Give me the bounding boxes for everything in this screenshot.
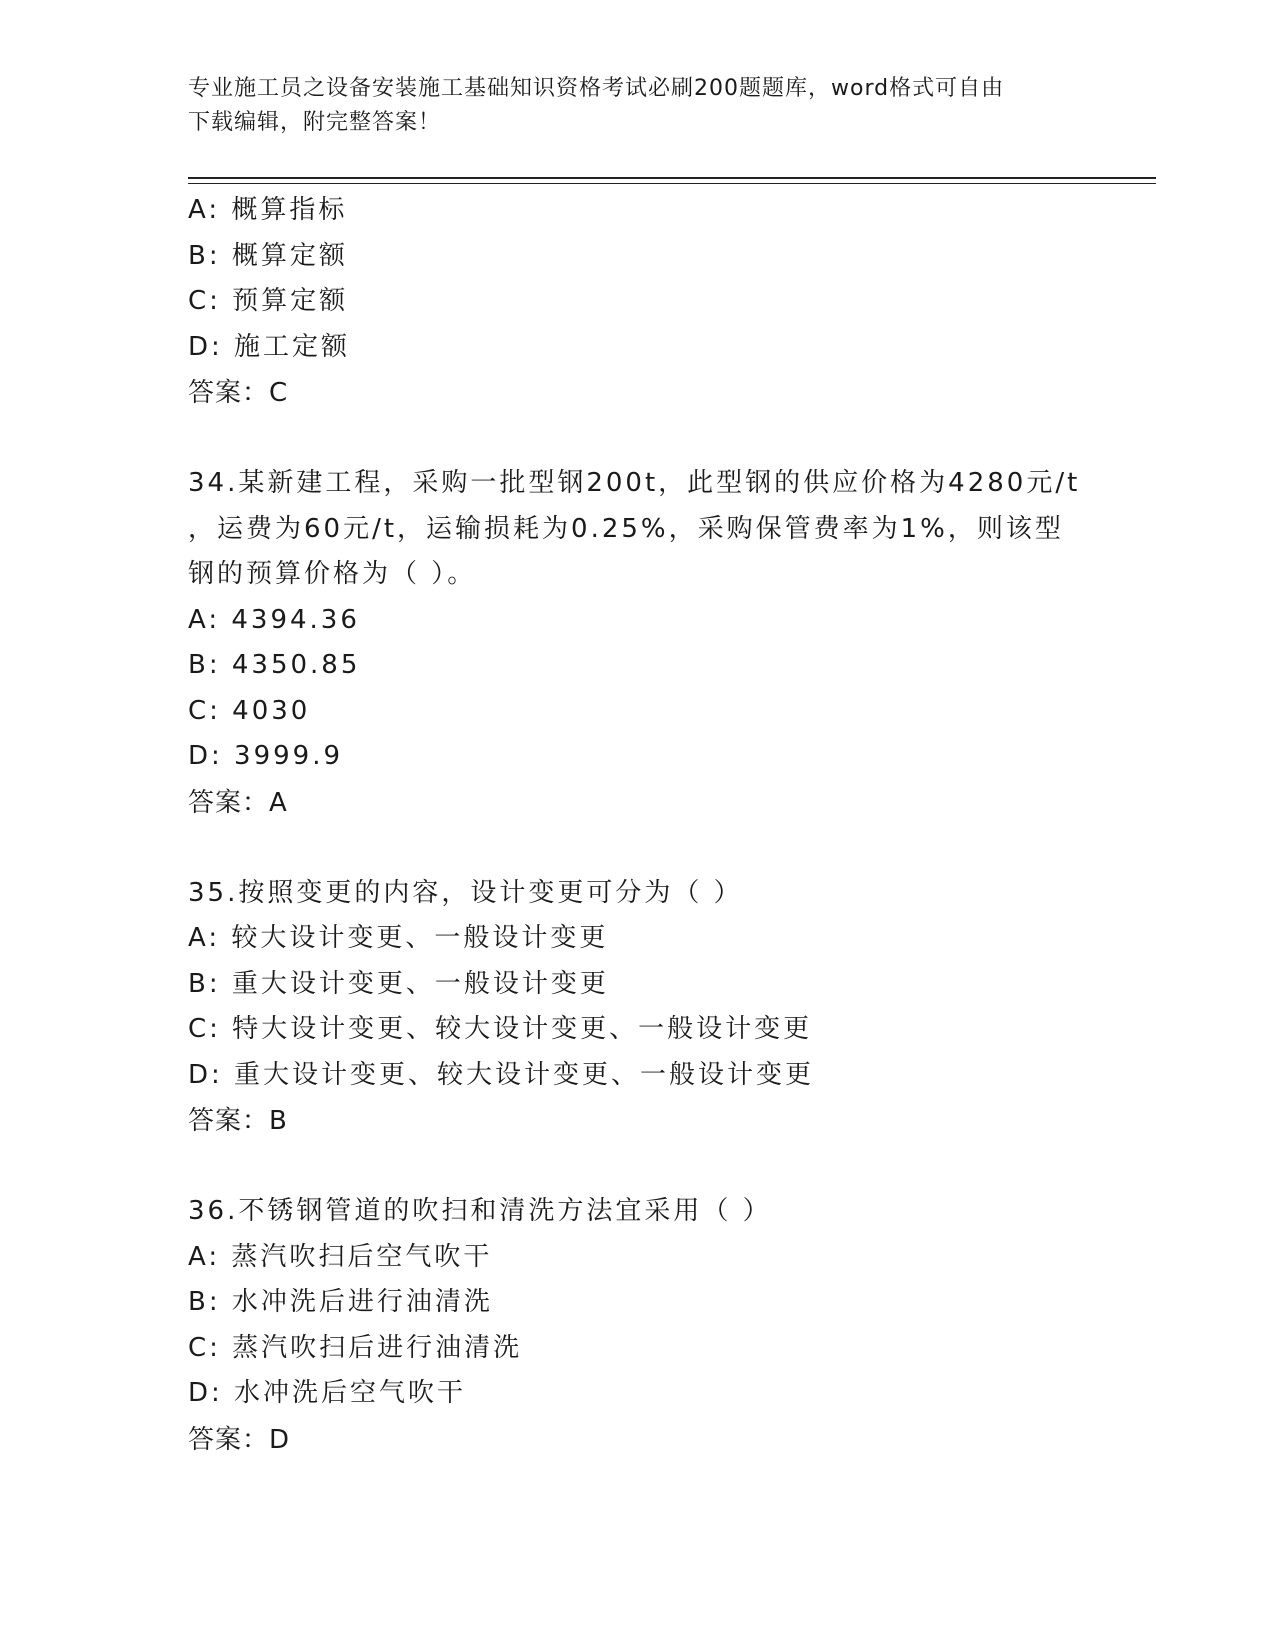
block-spacer — [188, 416, 1088, 461]
option-d: D: 3999.9 — [188, 741, 344, 771]
header-divider-thick — [188, 177, 1156, 179]
option-d: D: 重大设计变更、较大设计变更、一般设计变更 — [188, 1059, 815, 1090]
option-b: B: 水冲洗后进行油清洗 — [188, 1287, 493, 1317]
option-a: A: 较大设计变更、一般设计变更 — [188, 923, 609, 953]
block-spacer — [188, 826, 1088, 871]
question-text-line-2: ，运费为60元/t，运输损耗为0.25%，采购保管费率为1%，则该型 — [188, 513, 1064, 544]
page-header — [188, 72, 1068, 140]
answer-line: 答案：B — [188, 1106, 288, 1136]
option-a: A: 概算指标 — [188, 195, 348, 225]
option-c: C: 预算定额 — [188, 286, 349, 316]
option-a: A: 蒸汽吹扫后空气吹干 — [188, 1241, 493, 1272]
option-d: D: 水冲洗后空气吹干 — [188, 1378, 467, 1408]
question-block-33 — [188, 188, 1088, 416]
option-b: B: 重大设计变更、一般设计变更 — [188, 968, 609, 999]
answer-line: 答案：D — [188, 1424, 291, 1455]
question-block-34 — [188, 461, 1088, 826]
option-a: A: 4394.36 — [188, 604, 360, 635]
answer-line: 答案：A — [188, 787, 288, 818]
option-b: B: 4350.85 — [188, 650, 361, 680]
question-block-35 — [188, 871, 1088, 1145]
question-text-line-1: 36.不锈钢管道的吹扫和清洗方法宜采用（ ） — [188, 1196, 772, 1226]
option-c: C: 特大设计变更、较大设计变更、一般设计变更 — [188, 1014, 813, 1044]
option-d: D: 施工定额 — [188, 331, 351, 362]
question-text-line-3: 钢的预算价格为（ ）。 — [188, 559, 477, 589]
header-divider-thin — [188, 183, 1156, 184]
answer-line: 答案：C — [188, 378, 289, 408]
block-spacer — [188, 1144, 1088, 1189]
option-b: B: 概算定额 — [188, 240, 348, 271]
header-line-2: 下载编辑，附完整答案！ — [188, 110, 442, 135]
option-c: C: 4030 — [188, 695, 311, 726]
question-block-36 — [188, 1189, 1088, 1463]
option-c: C: 蒸汽吹扫后进行油清洗 — [188, 1332, 523, 1363]
header-line-1: 专业施工员之设备安装施工基础知识资格考试必刷200题题库，word格式可自由 — [188, 76, 1005, 101]
question-list — [188, 188, 1088, 1463]
question-text-line-1: 34.某新建工程，采购一批型钢200t，此型钢的供应价格为4280元/t — [188, 468, 1081, 498]
question-text-line-1: 35.按照变更的内容，设计变更可分为（ ） — [188, 877, 743, 908]
